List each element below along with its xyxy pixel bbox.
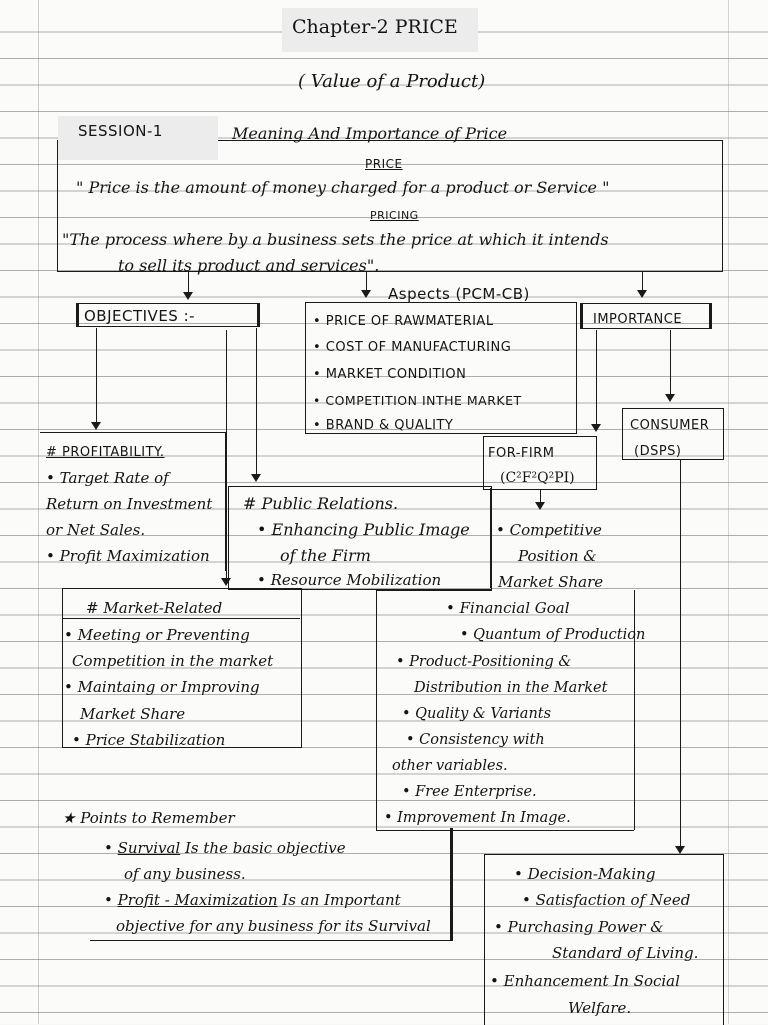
arrow-head-firm-points bbox=[535, 502, 545, 510]
pricing-definition-line2: to sell its product and services". bbox=[118, 256, 380, 275]
for-firm-label: FOR-FIRM bbox=[488, 446, 555, 461]
arrow-head-consumer-points bbox=[675, 846, 685, 854]
firm-point: Distribution in the Market bbox=[414, 680, 608, 696]
arrow-line-aspects bbox=[366, 272, 367, 292]
arrow-line-objectives bbox=[188, 272, 189, 294]
page-title: Chapter-2 PRICE bbox=[292, 16, 458, 38]
arrow-head-consumer bbox=[665, 394, 675, 402]
market-related-point: • Maintaing or Improving bbox=[64, 678, 260, 696]
consumer-point: Welfare. bbox=[568, 999, 632, 1017]
arrow-line-firm bbox=[596, 330, 597, 426]
aspect-item: • COST OF MANUFACTURING bbox=[313, 340, 512, 355]
remember-survival-rest: Is the basic objective bbox=[180, 839, 346, 857]
arrow-head-profitability bbox=[91, 422, 101, 430]
consumer-point: • Purchasing Power & bbox=[494, 918, 664, 936]
arrow-line-public-relations bbox=[256, 328, 257, 476]
firm-points-divider bbox=[490, 488, 491, 588]
public-relations-heading: # Public Relations. bbox=[243, 494, 399, 513]
arrow-line-market-related bbox=[226, 330, 227, 580]
definition-box-top bbox=[218, 140, 722, 141]
consumer-point: • Enhancement In Social bbox=[490, 972, 680, 990]
aspect-item: • BRAND & QUALITY bbox=[313, 418, 454, 433]
firm-point: • Product-Positioning & bbox=[396, 654, 572, 670]
aspects-label: Aspects (PCM-CB) bbox=[388, 285, 530, 303]
firm-points-top-edge bbox=[376, 590, 492, 591]
remember-point-1-cont: of any business. bbox=[124, 865, 246, 883]
remember-point-1: • Survival Is the basic objective bbox=[104, 839, 346, 857]
session-label: SESSION-1 bbox=[78, 122, 163, 140]
remember-profit-max: Profit - Maximization bbox=[117, 891, 278, 909]
price-label: PRICE bbox=[365, 157, 403, 171]
consumer-point: • Satisfaction of Need bbox=[522, 891, 691, 909]
market-related-point: • Meeting or Preventing bbox=[64, 626, 250, 644]
remember-point-2-cont: objective for any business for its Survival bbox=[116, 917, 431, 935]
profitability-heading: # PROFITABILITY. bbox=[46, 445, 165, 460]
firm-point: other variables. bbox=[392, 758, 508, 774]
firm-point: Position & bbox=[518, 547, 597, 565]
arrow-line-consumer-points bbox=[680, 460, 681, 848]
market-related-heading-rule bbox=[62, 618, 300, 619]
price-definition: " Price is the amount of money charged for a product or Service " bbox=[76, 178, 610, 197]
profitability-point: Return on Investment bbox=[46, 495, 213, 513]
page-subtitle: ( Value of a Product) bbox=[298, 71, 486, 92]
arrow-head-public-relations bbox=[251, 474, 261, 482]
firm-point: • Financial Goal bbox=[446, 599, 570, 617]
firm-point: • Quantum of Production bbox=[460, 627, 646, 643]
arrow-head-importance bbox=[637, 290, 647, 298]
firm-point: • Consistency with bbox=[406, 732, 545, 748]
arrow-head-objectives bbox=[183, 292, 193, 300]
market-related-point: • Price Stabilization bbox=[72, 731, 226, 749]
public-relations-point: of the Firm bbox=[280, 546, 371, 565]
aspect-item: • MARKET CONDITION bbox=[313, 367, 467, 382]
firm-point: Market Share bbox=[498, 573, 604, 591]
arrow-line-consumer bbox=[670, 330, 671, 396]
arrow-line-importance bbox=[642, 272, 643, 292]
firm-point: • Quality & Variants bbox=[402, 706, 552, 722]
remember-survival: Survival bbox=[117, 839, 181, 857]
consumer-point: • Decision-Making bbox=[514, 865, 656, 883]
market-related-point: Competition in the market bbox=[72, 652, 274, 670]
arrow-head-firm bbox=[591, 424, 601, 432]
remember-heading: ★ Points to Remember bbox=[62, 809, 235, 827]
market-related-point: Market Share bbox=[80, 705, 186, 723]
remember-point-2: • Profit - Maximization Is an Important bbox=[104, 891, 401, 909]
consumer-point: Standard of Living. bbox=[552, 944, 699, 962]
profitability-point: or Net Sales. bbox=[46, 521, 146, 539]
arrow-head-aspects bbox=[361, 290, 371, 298]
aspect-item: • PRICE OF RAWMATERIAL bbox=[313, 314, 494, 329]
firm-point: • Improvement In Image. bbox=[384, 810, 571, 826]
public-relations-point: • Enhancing Public Image bbox=[257, 520, 470, 539]
remember-profit-max-rest: Is an Important bbox=[277, 891, 401, 909]
firm-point: • Free Enterprise. bbox=[402, 784, 537, 800]
pricing-definition-line1: "The process where by a business sets the price at which it intends bbox=[62, 230, 609, 249]
profitability-point: • Target Rate of bbox=[46, 469, 169, 487]
pricing-label: PRICING bbox=[370, 209, 419, 222]
importance-label: IMPORTANCE bbox=[593, 312, 683, 327]
arrow-line-profitability bbox=[96, 328, 97, 424]
consumer-acronym: (DSPS) bbox=[634, 444, 682, 459]
firm-point: • Competitive bbox=[496, 521, 602, 539]
for-firm-acronym: (C²F²Q²PI) bbox=[500, 470, 575, 486]
market-related-heading: # Market-Related bbox=[86, 599, 223, 617]
firm-points-left-edge bbox=[376, 590, 377, 830]
consumer-label: CONSUMER bbox=[630, 418, 710, 433]
objectives-label: OBJECTIVES :- bbox=[84, 307, 196, 325]
profitability-point: • Profit Maximization bbox=[46, 547, 210, 565]
public-relations-point: • Resource Mobilization bbox=[257, 571, 442, 589]
session-heading: Meaning And Importance of Price bbox=[232, 124, 508, 143]
aspect-item: • COMPETITION INTHE MARKET bbox=[313, 393, 522, 408]
